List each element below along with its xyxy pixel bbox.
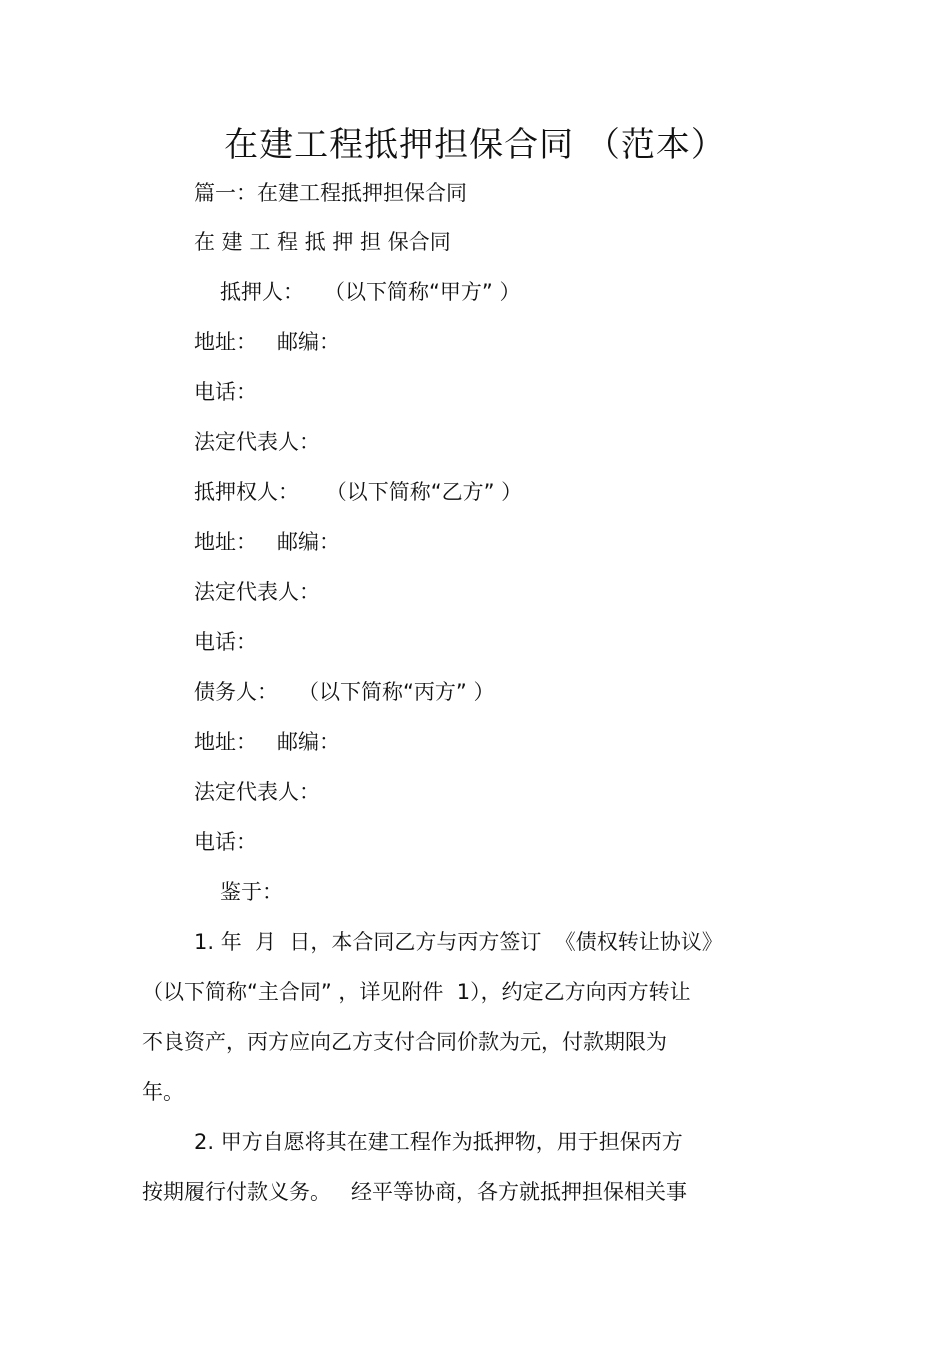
section-heading: 篇一：在建工程抵押担保合同: [194, 181, 467, 205]
clause-2-line-2: 按期履行付款义务。 经平等协商，各方就抵押担保相关事: [142, 1180, 688, 1204]
debtor-representative: 法定代表人：: [194, 780, 320, 804]
mortgagor-representative: 法定代表人：: [194, 430, 320, 454]
mortgagor-address: 地址： 邮编：: [194, 330, 341, 354]
whereas-heading: 鉴于：: [220, 880, 283, 904]
contract-name: 在 建 工 程 抵 押 担 保合同: [194, 230, 451, 254]
debtor-phone: 电话：: [194, 830, 257, 854]
clause-1-line-2: （以下简称“主合同” ，详见附件 1），约定乙方向丙方转让: [142, 980, 691, 1004]
debtor-line: 债务人： （以下简称“丙方” ）: [194, 680, 495, 704]
document-title: 在建工程抵押担保合同 （范本）: [224, 125, 726, 165]
debtor-address: 地址： 邮编：: [194, 730, 341, 754]
clause-2-line-1: 2. 甲方自愿将其在建工程作为抵押物，用于担保丙方: [194, 1130, 683, 1154]
mortgagee-representative: 法定代表人：: [194, 580, 320, 604]
mortgagor-line: 抵押人： （以下简称“甲方” ）: [220, 280, 521, 304]
mortgagee-address: 地址： 邮编：: [194, 530, 341, 554]
mortgagee-line: 抵押权人： （以下简称“乙方” ）: [194, 480, 523, 504]
clause-1-line-3: 不良资产，丙方应向乙方支付合同价款为元，付款期限为: [142, 1030, 667, 1054]
clause-1-line-1: 1. 年 月 日，本合同乙方与丙方签订 《债权转让协议》: [194, 930, 723, 954]
mortgagee-phone: 电话：: [194, 630, 257, 654]
mortgagor-phone: 电话：: [194, 380, 257, 404]
clause-1-line-4: 年。: [142, 1080, 184, 1104]
